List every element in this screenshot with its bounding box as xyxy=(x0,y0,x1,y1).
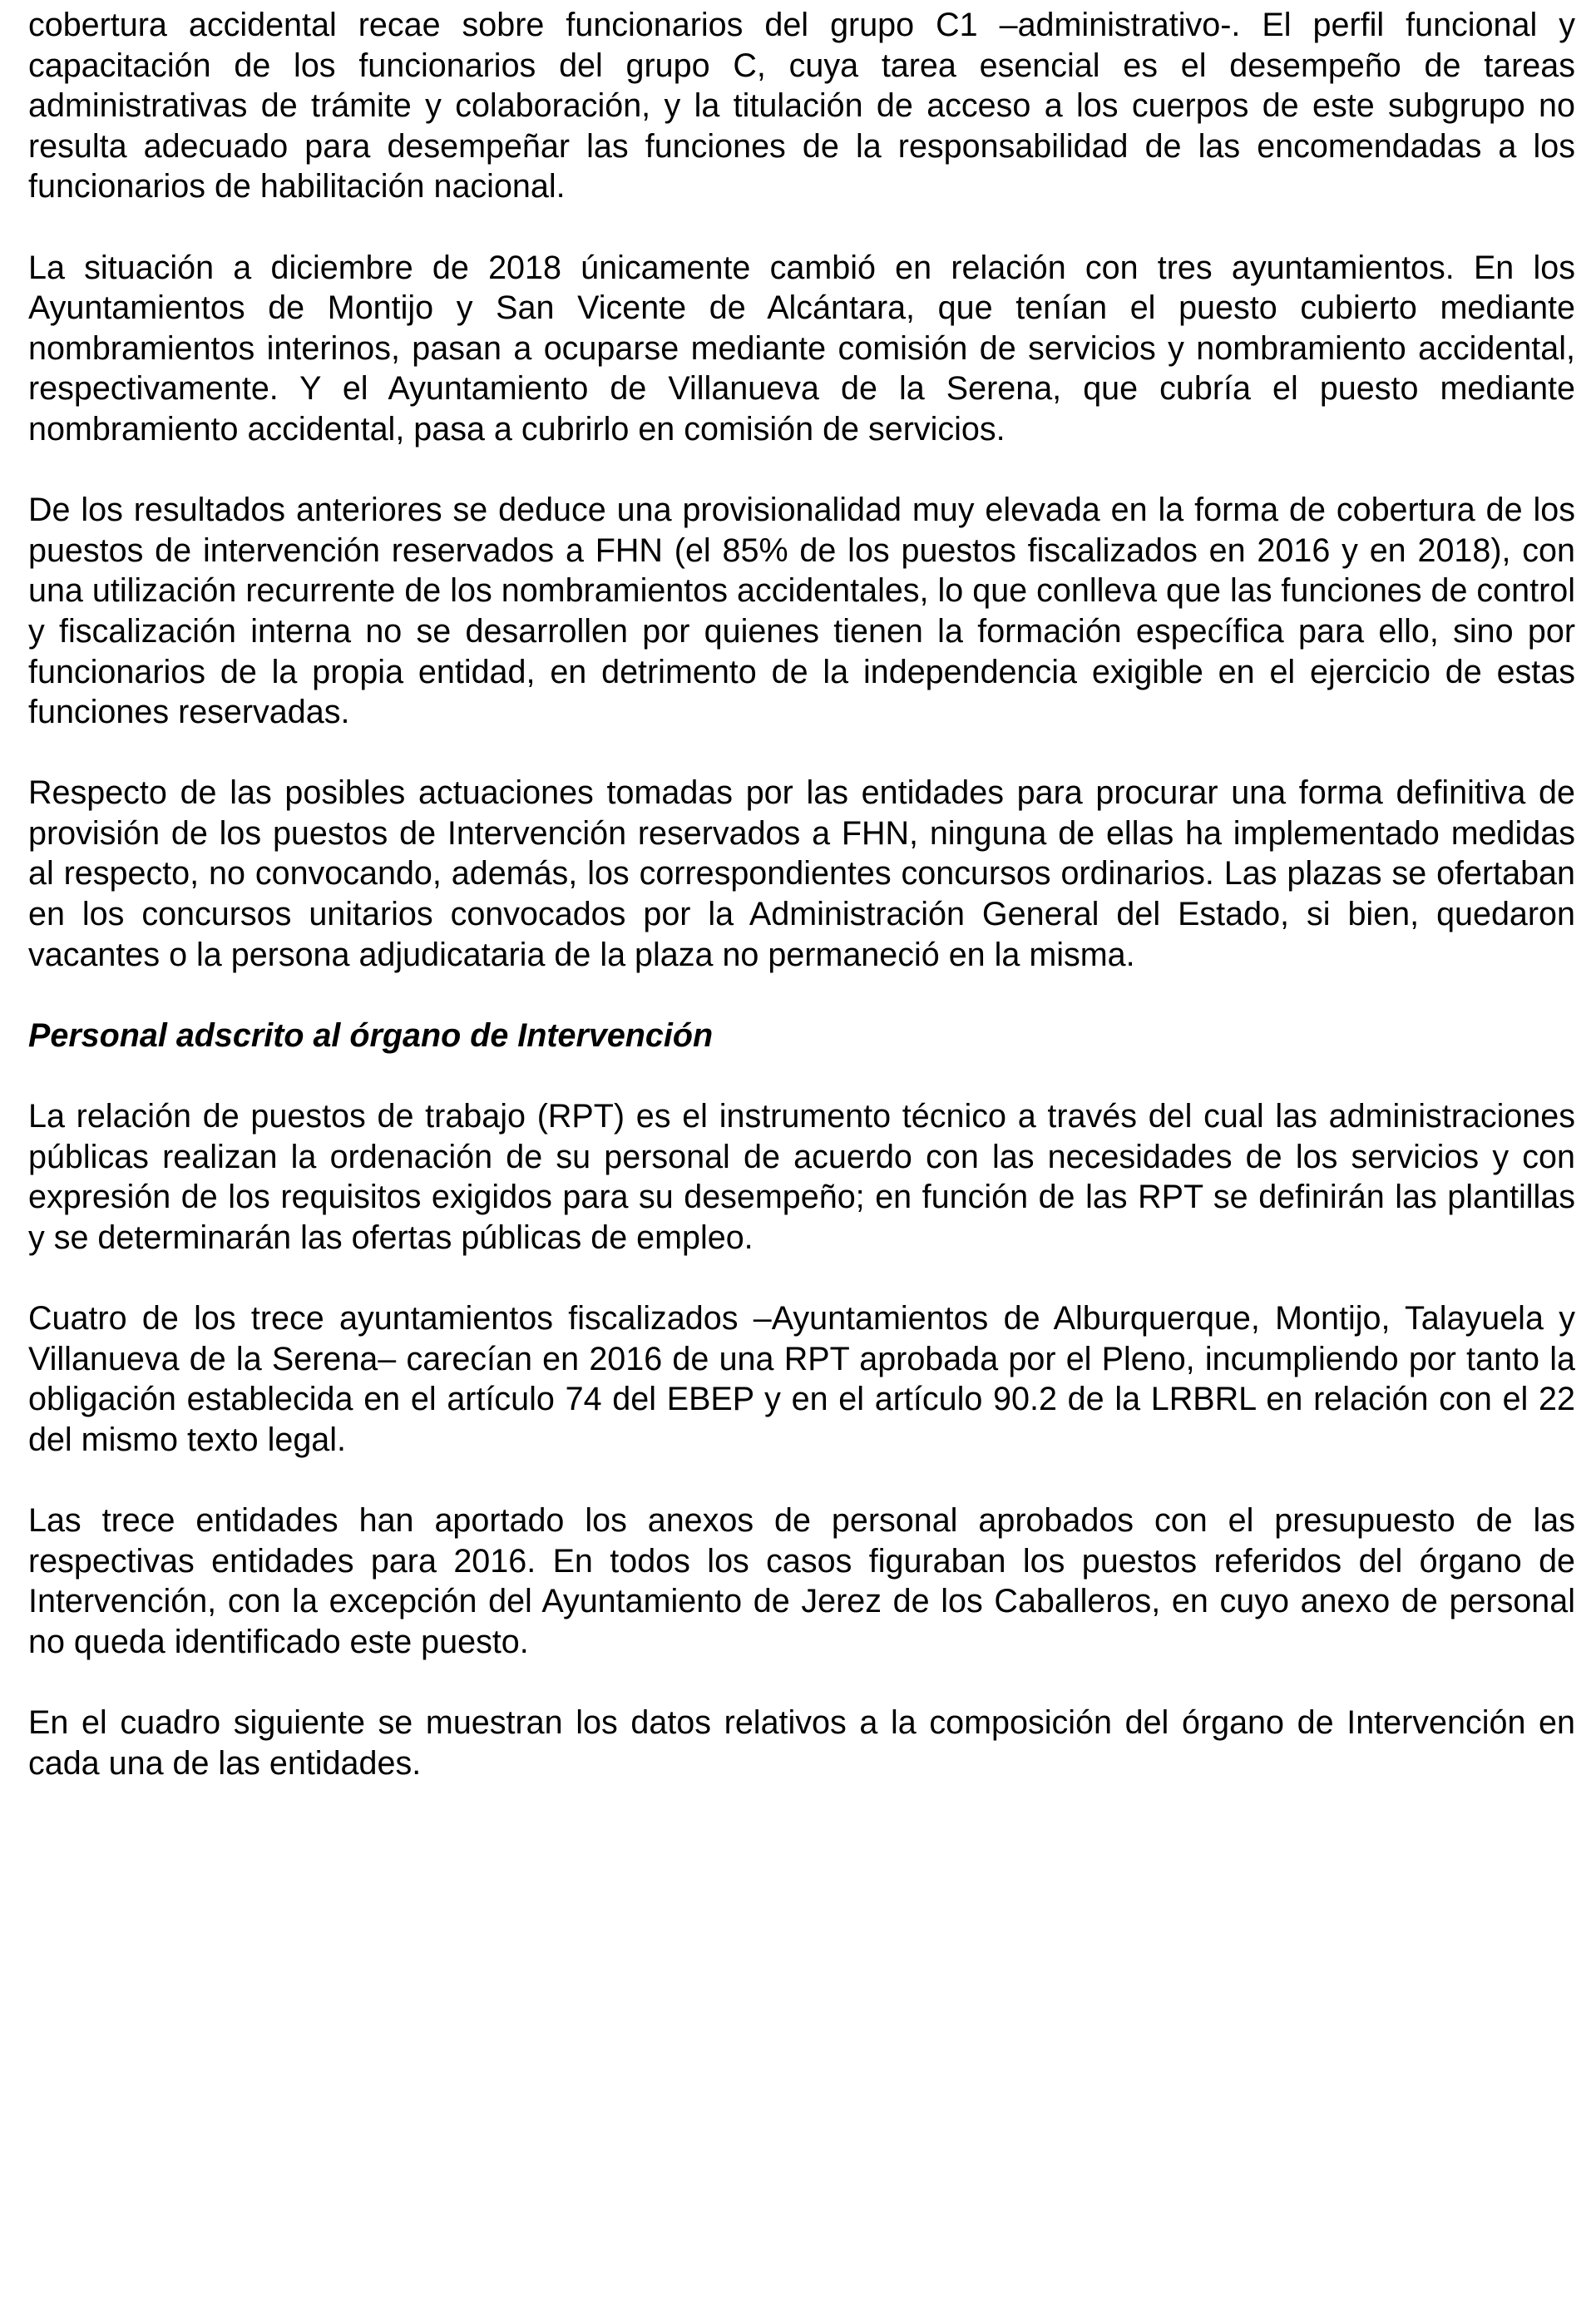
paragraph-ayuntamientos-sin-rpt: Cuatro de los trece ayuntamientos fiscalizados –Ayuntamientos de Alburquerque, Montijo, Talayuela y Villanueva de la Serena– carecían en 2016 de una RPT aprobada por el Pleno, incumpliendo por tanto la obligación establecida en el artículo 74 del EBEP y en el artículo 90.2 de la LRBRL en relación con el 22 del mismo texto legal. xyxy=(28,1300,1575,1458)
paragraph-rpt-definicion: La relación de puestos de trabajo (RPT) es el instrumento técnico a través del cual las administraciones públicas realizan la ordenación de su personal de acuerdo con las necesidades de los servicios y con expresión de los requisitos exigidos para su desempeño; en función de las RPT se definirán las plantillas y se determinarán las ofertas públicas de empleo. xyxy=(28,1098,1575,1256)
paragraph-cuadro-siguiente: En el cuadro siguiente se muestran los datos relativos a la composición del órgano de Intervención en cada una de las entidades. xyxy=(28,1703,1575,1782)
paragraph-actuaciones: Respecto de las posibles actuaciones tomadas por las entidades para procurar una forma definitiva de provisión de los puestos de Intervención reservados a FHN, ninguna de ellas ha implementado medidas al respecto, no convocando, además, los correspondientes concursos ordinarios. Las plazas se ofertaban en los concursos unitarios convocados por la Administración General del Estado, si bien, quedaron vacantes o la persona adjudicataria de la plaza no permaneció en la misma. xyxy=(28,774,1575,973)
document-page xyxy=(28,5,1575,1824)
paragraph-cobertura-accidental: cobertura accidental recae sobre funcionarios del grupo C1 –administrativo-. El perfil funcional y capacitación de los funcionarios del grupo C, cuya tarea esencial es el desempeño de tareas administrativas de trámite y colaboración, y la titulación de acceso a los cuerpos de este subgrupo no resulta adecuado para desempeñar las funciones de la responsabilidad de las encomendadas a los funcionarios de habilitación nacional. xyxy=(28,7,1575,205)
section-heading: Personal adscrito al órgano de Intervención xyxy=(28,1016,714,1054)
paragraph-provisionalidad: De los resultados anteriores se deduce una provisionalidad muy elevada en la forma de cobertura de los puestos de intervención reservados a FHN (el 85% de los puestos fiscalizados en 2016 y en 2018), con una utilización recurrente de los nombramientos accidentales, lo que conlleva que las funciones de control y fiscalización interna no se desarrollen por quienes tienen la formación específica para ello, sino por funcionarios de la propia entidad, en detrimento de la independencia exigible en el ejercicio de estas funciones reservadas. xyxy=(28,492,1575,731)
paragraph-anexos-personal: Las trece entidades han aportado los anexos de personal aprobados con el presupuesto de las respectivas entidades para 2016. En todos los casos figuraban los puestos referidos del órgano de Intervención, con la excepción del Ayuntamiento de Jerez de los Caballeros, en cuyo anexo de personal no queda identificado este puesto. xyxy=(28,1501,1575,1660)
paragraph-situacion-2018: La situación a diciembre de 2018 únicamente cambió en relación con tres ayuntamientos. En los Ayuntamientos de Montijo y San Vicente de Alcántara, que tenían el puesto cubierto mediante nombramientos interinos, pasan a ocuparse mediante comisión de servicios y nombramiento accidental, respectivamente. Y el Ayuntamiento de Villanueva de la Serena, que cubría el puesto mediante nombramiento accidental, pasa a cubrirlo en comisión de servicios. xyxy=(28,249,1575,447)
